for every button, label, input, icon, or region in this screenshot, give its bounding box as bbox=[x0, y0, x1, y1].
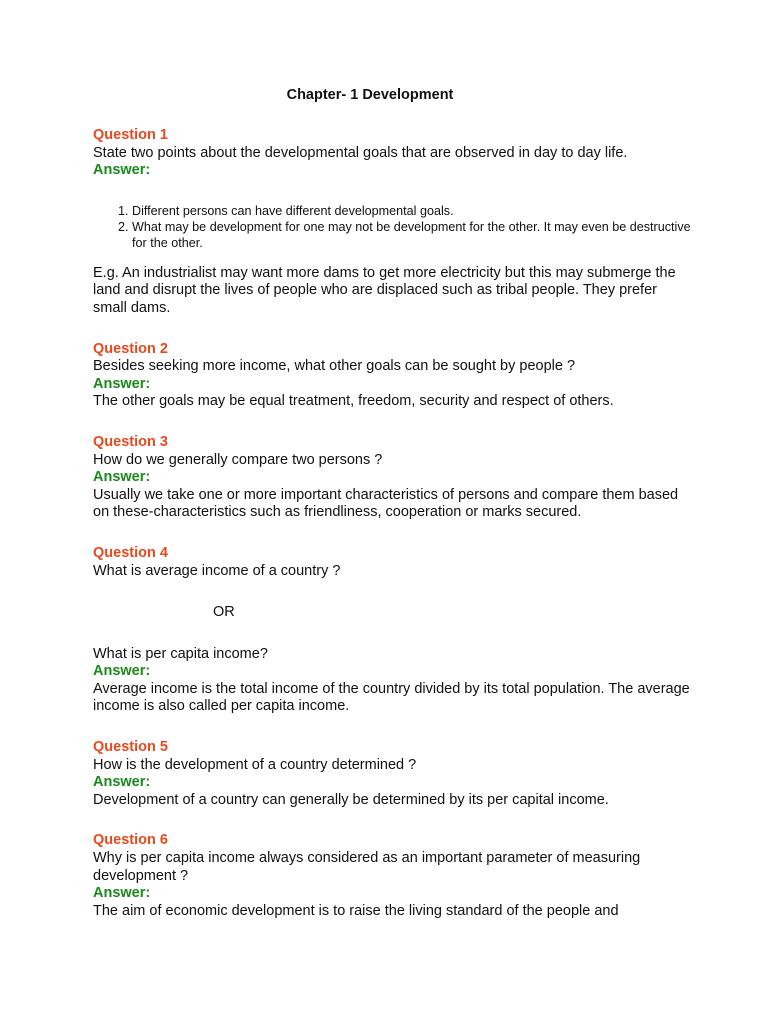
list-item: 1. Different persons can have different developmental goals. bbox=[132, 203, 693, 219]
question-text: How do we generally compare two persons ? bbox=[93, 451, 383, 468]
page-title: Chapter- 1 Development bbox=[286, 87, 454, 103]
list-item: 2. What may be development for one may not be development for the other. It may even be destructive for the other. bbox=[132, 219, 693, 251]
question-block-1 bbox=[93, 127, 693, 318]
or-separator: OR bbox=[213, 604, 235, 621]
question-block-6 bbox=[93, 832, 693, 920]
question-block-2 bbox=[93, 341, 693, 411]
answer-label: Answer: bbox=[93, 774, 151, 791]
answer-text: Development of a country can generally be determined by its per capital income. bbox=[93, 791, 609, 808]
answer-label: Answer: bbox=[93, 162, 151, 179]
question-label: Question 5 bbox=[93, 739, 168, 756]
document-content bbox=[93, 127, 693, 920]
question-label: Question 3 bbox=[93, 433, 168, 450]
answer-label: Answer: bbox=[93, 469, 151, 486]
question-text-alt: What is per capita income? bbox=[93, 645, 268, 662]
question-label: Question 6 bbox=[93, 832, 168, 849]
question-text: State two points about the developmental goals that are observed in day to day life. bbox=[93, 144, 628, 161]
answer-label: Answer: bbox=[93, 375, 151, 392]
answer-text: Usually we take one or more important characteristics of persons and compare them based on these-characteristics such as friendliness, cooperation or marks secured. bbox=[93, 486, 679, 521]
question-label: Question 1 bbox=[93, 127, 168, 143]
question-label: Question 2 bbox=[93, 340, 168, 357]
question-text: Why is per capita income always considered as an important parameter of measuring development ? bbox=[93, 850, 641, 884]
answer-text: Average income is the total income of the country divided by its total population. The average income is also called per capita income. bbox=[93, 680, 690, 715]
answer-label: Answer: bbox=[93, 885, 151, 902]
answer-example: E.g. An industrialist may want more dams to get more electricity but this may submerge the land and disrupt the lives of people who are displaced such as tribal people. They prefer small dams. bbox=[93, 264, 676, 316]
question-text: Besides seeking more income, what other goals can be sought by people ? bbox=[93, 358, 576, 375]
question-text: What is average income of a country ? bbox=[93, 562, 341, 579]
answer-label: Answer: bbox=[93, 663, 151, 680]
answer-text: The other goals may be equal treatment, freedom, security and respect of others. bbox=[93, 393, 614, 410]
question-block-3 bbox=[93, 434, 693, 522]
question-label: Question 4 bbox=[93, 544, 168, 561]
question-block-4 bbox=[93, 545, 693, 716]
question-text: How is the development of a country determined ? bbox=[93, 756, 417, 773]
answer-text: The aim of economic development is to raise the living standard of the people and bbox=[93, 902, 619, 919]
question-block-5 bbox=[93, 739, 693, 809]
answer-list bbox=[93, 203, 693, 251]
